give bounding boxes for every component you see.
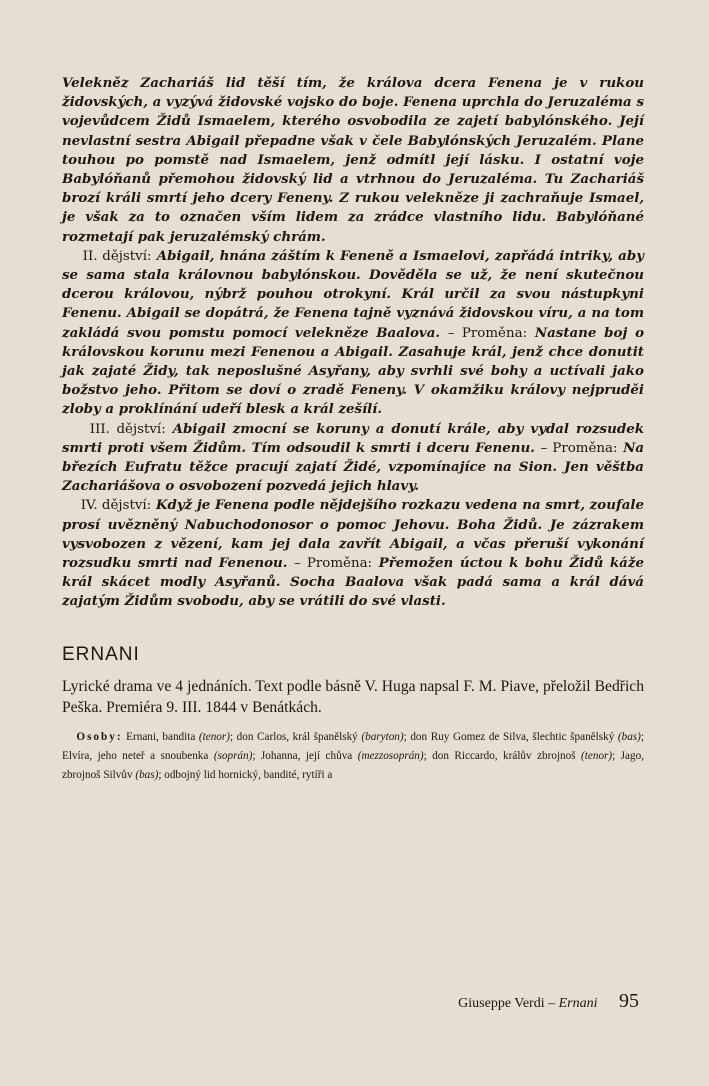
cast-entry: ; odbojný lid hornický, bandité, rytíři a xyxy=(158,768,333,781)
act-2-label: II. dějství: xyxy=(82,248,152,264)
act-3-label: III. dějství: xyxy=(89,421,166,437)
voice-type: (soprán) xyxy=(213,749,253,762)
act-4-label: IV. dějství: xyxy=(80,498,152,514)
voice-type: (tenor) xyxy=(581,749,613,762)
page-number: 95 xyxy=(619,990,639,1012)
page-footer xyxy=(458,990,639,1013)
act-4-paragraph xyxy=(62,496,644,611)
cast-entry: ; Elvíra, jeho neteř a snoubenka xyxy=(62,730,644,762)
act-2-change-text: Nastane boj o královskou korunu mezi Fenenou a Abigail. Zasahuje král, jenž chce donutit jak zajaté Židy, tak neposlušné Asyřany, aby svrhli své bohy a uctívali jako božstvo jeho. Přitom se doví o zradě Feneny. V okamžiku královy nejpruděi zloby a proklínání udeří blesk a král zešílí. xyxy=(62,324,645,418)
act-4-text: Když je Fenena podle nějdejšího rozkazu vedena na smrt, zoufale prosí uvězněný Nabuchodonosor o pomoc Jehovu. Boha Židů. Je zázrakem vysvobozen z vězení, kam jej dala zavřít Abigail, a včas přeruší vykonání rozsudku smrti nad Fenenou. xyxy=(62,497,644,572)
act-3-change-label: – Proměna: xyxy=(540,440,618,456)
footer-work: Ernani xyxy=(558,996,598,1011)
page-content xyxy=(62,74,644,785)
cast-label: Osoby: xyxy=(76,730,123,743)
voice-type: (baryton) xyxy=(361,730,404,743)
cast-list xyxy=(62,728,644,785)
cast-entry: ; Jago, zbrojnoš Silvův xyxy=(62,749,644,781)
act-4-change-label: – Proměna: xyxy=(293,556,373,572)
voice-type: (tenor) xyxy=(198,730,230,743)
footer-author: Giuseppe Verdi – xyxy=(458,996,556,1011)
voice-type: (mezzosoprán) xyxy=(357,749,424,762)
voice-type: (bas) xyxy=(617,730,641,743)
section-heading-ernani: ERNANI xyxy=(62,643,140,665)
cast-entry: ; don Carlos, král španělský xyxy=(229,730,358,743)
voice-type: (bas) xyxy=(135,768,159,781)
act-3-text: Abigail zmocní se koruny a donutí krále, aby vydal rozsudek smrti proti všem Židům. Tím odsoudil k smrti i dceru Fenenu. xyxy=(62,420,644,456)
act-2-paragraph xyxy=(62,247,644,420)
act-3-change-text: Na březích Eufratu těžce pracují zajatí Židé, vzpomínajíce na Sion. Jen věštba Zachariášova o osvobození pozvedá jejich hlavy. xyxy=(62,439,645,495)
cast-entry: Ernani, bandita xyxy=(126,730,196,743)
act-3-paragraph xyxy=(62,420,644,497)
intro-paragraph: Velekněz Zachariáš lid těší tím, že králova dcera Fenena je v rukou židovských, a vyzývá židovské vojsko do boje. Fenena uprchla do Jeruzaléma s vojevůdcem Židů Ismaelem, kterého osvobodila ze zajetí babylónského. Její nevlastní sestra Abigail přepadne však v čele Babylónských Jeruzalém. Plane touhou po pomstě nad Ismaelem, jenž odmítl její lásku. I ostatní voje Babylóňanů přemohou židovský lid a vtrhnou do Jeruzaléma. Tu Zachariáš brozí králi smrtí jeho dcery Feneny. Z rukou velekněze ji zachraňuje Ismael, je však za to označen vším lidem za zrádce vlastního lidu. Babylóňané rozmetají pak jeruzalémský chrám. xyxy=(62,75,644,245)
cast-entry: ; don Ruy Gomez de Silva, šlechtic španělský xyxy=(403,730,615,743)
act-4-change-text: Přemožen úctou k bohu Židů káže král skácet modly Asyřanů. Socha Baalova však padá sama a král dává zajatým Židům svobodu, aby se vrátili do své vlasti. xyxy=(62,555,644,610)
act-2-change-label: – Proměna: xyxy=(447,325,528,341)
section-subtitle: Lyrické drama ve 4 jednáních. Text podle básně V. Huga napsal F. M. Piave, přeložil Bedřich Peška. Premiéra 9. III. 1844 v Benátkách. xyxy=(62,677,644,716)
act-2-text: Abigail, hnána záštím k Feneně a Ismaelovi, zapřádá intriky, aby se sama stala královnou babylónskou. Dověděla se už, že není skutečnou dcerou královou, nýbrž pouhou otrokyní. Král určil za svou nástupkyni Fenenu. Abigail se dopátrá, že Fenena tajně vyznává židovskou víru, a na tom zakládá svou pomstu pomocí velekněze Baalova. xyxy=(62,247,644,341)
cast-entry: ; don Riccardo, králův zbrojnoš xyxy=(423,749,576,762)
cast-entry: ; Johanna, její chůva xyxy=(252,749,353,762)
